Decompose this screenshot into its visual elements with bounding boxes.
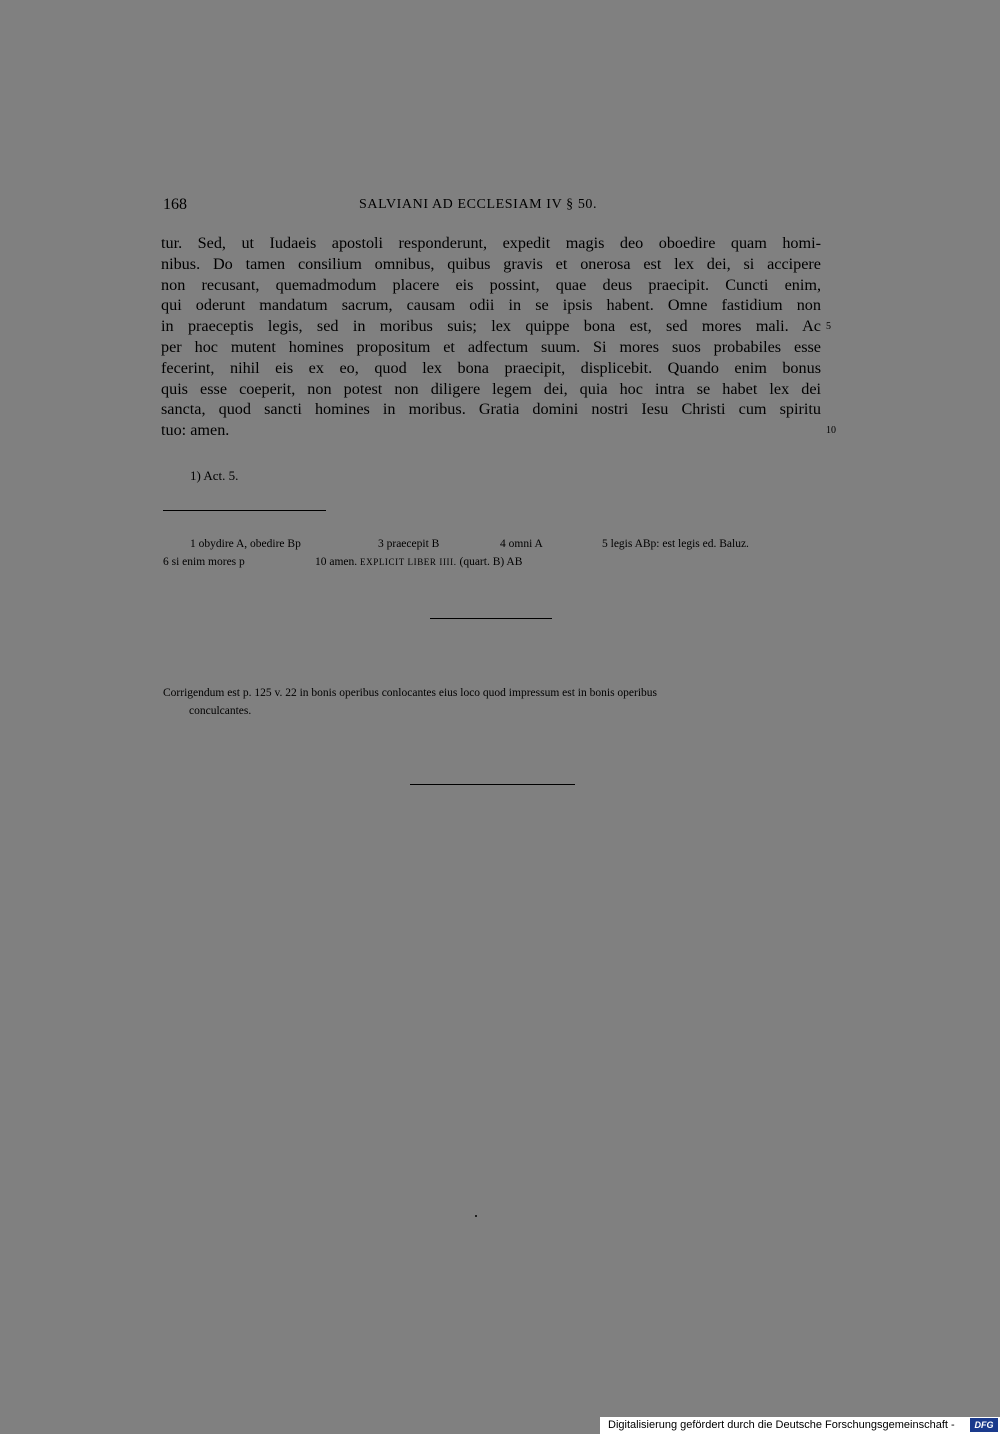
footnote: 1) Act. 5. xyxy=(190,468,239,483)
closing-rule xyxy=(410,784,575,785)
text-line: nibus. Do tamen consilium omnibus, quibus gravis et onerosa est lex dei, si accipere xyxy=(161,254,821,273)
text-line: tur. Sed, ut Iudaeis apostoli responderunt, expedit magis deo oboedire quam homi- xyxy=(161,234,821,252)
main-text-block xyxy=(161,233,821,441)
apparatus-entry: 4 omni A xyxy=(500,538,543,550)
text-line: non recusant, quemadmodum placere eis possint, quae deus praecipit. Cuncti enim, xyxy=(161,275,821,294)
apparatus-entry: 10 amen. xyxy=(315,556,358,568)
apparatus-entry: EXPLICIT LIBER IIII. xyxy=(360,557,457,567)
section-divider-rule xyxy=(430,618,552,619)
text-line: quis esse coeperit, non potest non diligere legem dei, quia hoc intra se habet lex dei xyxy=(161,379,821,398)
text-line: sancta, quod sancti homines in moribus. Gratia domini nostri Iesu Christi cum spiritu xyxy=(161,400,821,419)
line-number-10: 10 xyxy=(826,425,836,436)
corrigendum-line: conculcantes. xyxy=(189,705,252,717)
apparatus-line xyxy=(163,535,813,553)
apparatus-entry: 6 si enim mores p xyxy=(163,556,245,568)
footnote-rule xyxy=(163,510,326,511)
apparatus-entry: 3 praecepit B xyxy=(378,538,440,550)
dfg-logo: DFG xyxy=(970,1418,998,1432)
corrigendum-note xyxy=(163,684,823,720)
text-line: per hoc mutent homines propositum et adfectum suum. Si mores suos probabiles esse xyxy=(161,337,821,356)
scan-speck xyxy=(475,1215,477,1217)
corrigendum-line: Corrigendum est p. 125 v. 22 in bonis operibus conlocantes eius loco quod impressum est in bonis operibus xyxy=(163,687,658,699)
page-number: 168 xyxy=(163,196,187,213)
apparatus-entry: (quart. B) AB xyxy=(459,556,523,568)
text-line: qui oderunt mandatum sacrum, causam odii in se ipsis habent. Omne fastidium non xyxy=(161,296,821,315)
apparatus-line xyxy=(163,553,813,571)
text-line: fecerint, nihil eis ex eo, quod lex bona praecipit, displicebit. Quando enim bonus xyxy=(161,358,821,377)
running-title: SALVIANI AD ECCLESIAM IV § 50. xyxy=(359,197,598,212)
apparatus-entry: 1 obydire A, obedire Bp xyxy=(190,538,301,550)
text-line: tuo: amen. xyxy=(161,421,230,440)
text-line: in praeceptis legis, sed in moribus suis; lex quippe bona est, sed mores mali. Ac xyxy=(161,317,821,336)
apparatus-entry: 5 legis ABp: est legis ed. Baluz. xyxy=(602,538,749,550)
critical-apparatus xyxy=(163,535,813,571)
line-number-5: 5 xyxy=(826,321,831,332)
digitization-credit-bar xyxy=(600,1417,1000,1434)
credit-text: Digitalisierung gefördert durch die Deutsche Forschungsgemeinschaft - xyxy=(608,1419,955,1431)
running-head xyxy=(163,196,621,220)
